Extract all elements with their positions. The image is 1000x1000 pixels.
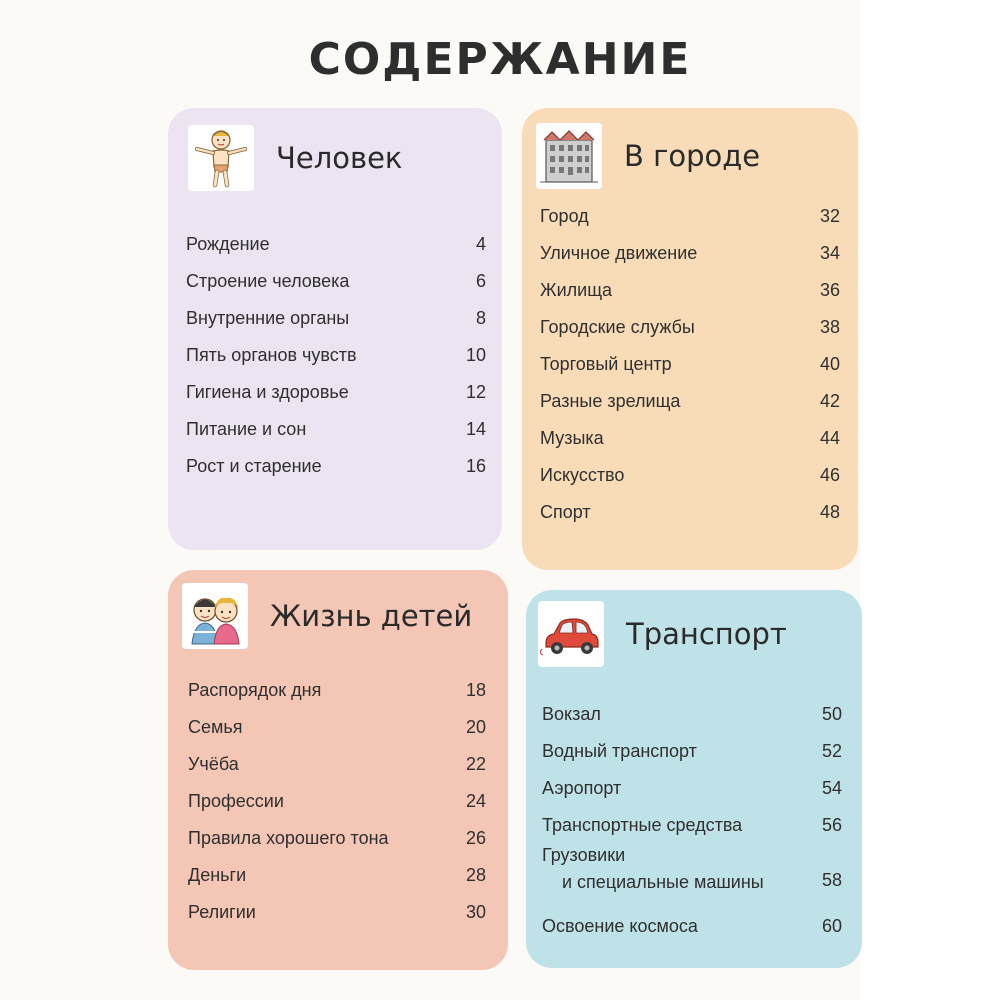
toc-entry-page: 20 [465, 717, 486, 737]
child-icon [188, 125, 254, 191]
toc-entry[interactable] [522, 457, 858, 494]
toc-entry-page: 4 [475, 234, 486, 254]
toc-entry-page: 36 [819, 280, 840, 300]
toc-entry-label: Распорядок дня [188, 680, 322, 700]
toc-entry[interactable] [168, 857, 508, 894]
toc-entry-page: 30 [465, 902, 486, 922]
toc-entry-page: 40 [819, 354, 840, 374]
toc-entry-label-line1: Грузовики [542, 845, 626, 865]
toc-entry[interactable] [168, 300, 502, 337]
toc-list [522, 198, 858, 531]
toc-entry-page: 24 [465, 791, 486, 811]
toc-entry-label: Спорт [540, 502, 591, 522]
toc-entry-label: Музыка [540, 428, 604, 448]
section-card-transport [526, 590, 862, 968]
toc-entry-page: 54 [821, 778, 842, 798]
toc-entry[interactable] [168, 672, 508, 709]
toc-entry-page: 44 [819, 428, 840, 448]
toc-entry-label: Семья [188, 717, 243, 737]
toc-entry-label: Деньги [188, 865, 247, 885]
toc-entry-label: Строение человека [186, 271, 350, 291]
toc-entry-page: 28 [465, 865, 486, 885]
toc-entry[interactable] [168, 783, 508, 820]
section-title: Человек [276, 141, 403, 175]
building-icon [536, 123, 602, 189]
toc-entry[interactable] [526, 807, 862, 844]
car-icon [538, 601, 604, 667]
toc-entry-label: Городские службы [540, 317, 695, 337]
toc-entry-page: 46 [819, 465, 840, 485]
toc-entry-label [542, 842, 764, 896]
toc-entry-label: Рождение [186, 234, 270, 254]
children-icon [182, 583, 248, 649]
toc-entry-label: Разные зрелища [540, 391, 681, 411]
toc-entry-label: Город [540, 206, 589, 226]
section-card-v-gorode [522, 108, 858, 570]
toc-entry[interactable] [168, 263, 502, 300]
toc-entry[interactable] [522, 198, 858, 235]
toc-entry-page: 10 [465, 345, 486, 365]
toc-list [526, 696, 862, 945]
toc-entry-label: Аэропорт [542, 778, 622, 798]
toc-entry-page: 60 [821, 916, 842, 936]
toc-entry-page: 22 [465, 754, 486, 774]
toc-entry[interactable] [526, 696, 862, 733]
toc-list [168, 226, 502, 485]
toc-list [168, 672, 508, 931]
toc-entry[interactable] [168, 709, 508, 746]
toc-entry-label: Внутренние органы [186, 308, 350, 328]
toc-entry-page: 32 [819, 206, 840, 226]
toc-entry[interactable] [522, 346, 858, 383]
toc-entry-page: 38 [819, 317, 840, 337]
page-gutter [860, 0, 1000, 1000]
section-title: Жизнь детей [270, 599, 473, 633]
toc-entry[interactable] [526, 844, 862, 908]
toc-entry-label: Питание и сон [186, 419, 307, 439]
section-title: Транспорт [626, 617, 787, 651]
toc-entry-label: Вокзал [542, 704, 601, 724]
toc-entry-page: 34 [819, 243, 840, 263]
toc-entry[interactable] [168, 894, 508, 931]
toc-entry[interactable] [522, 494, 858, 531]
toc-entry-page: 58 [821, 870, 842, 890]
toc-entry[interactable] [526, 770, 862, 807]
toc-entry-label: Транспортные средства [542, 815, 743, 835]
toc-entry[interactable] [522, 235, 858, 272]
toc-entry-label: Правила хорошего тона [188, 828, 389, 848]
toc-entry-page: 26 [465, 828, 486, 848]
toc-entry[interactable] [168, 374, 502, 411]
toc-entry-page: 56 [821, 815, 842, 835]
toc-entry-page: 48 [819, 502, 840, 522]
toc-entry[interactable] [526, 908, 862, 945]
toc-entry-label: Учёба [188, 754, 239, 774]
section-title: В городе [624, 139, 761, 173]
section-card-zhizn-detey [168, 570, 508, 970]
toc-entry-page: 12 [465, 382, 486, 402]
toc-entry[interactable] [168, 411, 502, 448]
toc-entry[interactable] [168, 820, 508, 857]
toc-entry-label: Торговый центр [540, 354, 672, 374]
toc-entry-label-line2: и специальные машины [562, 872, 764, 892]
toc-entry[interactable] [168, 226, 502, 263]
toc-entry-page: 8 [475, 308, 486, 328]
toc-entry[interactable] [522, 420, 858, 457]
toc-entry-page: 16 [465, 456, 486, 476]
toc-entry-page: 18 [465, 680, 486, 700]
toc-entry-label: Искусство [540, 465, 625, 485]
toc-entry-label: Освоение космоса [542, 916, 698, 936]
toc-entry-label: Профессии [188, 791, 284, 811]
toc-entry-page: 52 [821, 741, 842, 761]
toc-entry[interactable] [168, 448, 502, 485]
toc-entry-label: Уличное движение [540, 243, 698, 263]
toc-entry-page: 50 [821, 704, 842, 724]
toc-entry-label: Жилища [540, 280, 613, 300]
page-title: СОДЕРЖАНИЕ [308, 34, 692, 85]
toc-entry-label: Гигиена и здоровье [186, 382, 349, 402]
toc-entry[interactable] [522, 309, 858, 346]
toc-entry[interactable] [522, 383, 858, 420]
toc-entry-label: Пять органов чувств [186, 345, 357, 365]
toc-entry-page: 14 [465, 419, 486, 439]
toc-entry[interactable] [168, 337, 502, 374]
toc-entry[interactable] [168, 746, 508, 783]
toc-entry-page: 42 [819, 391, 840, 411]
toc-entry-page: 6 [475, 271, 486, 291]
section-card-chelovek [168, 108, 502, 550]
toc-entry[interactable] [522, 272, 858, 309]
toc-entry[interactable] [526, 733, 862, 770]
toc-entry-label: Водный транспорт [542, 741, 697, 761]
toc-entry-label: Рост и старение [186, 456, 322, 476]
toc-entry-label: Религии [188, 902, 256, 922]
